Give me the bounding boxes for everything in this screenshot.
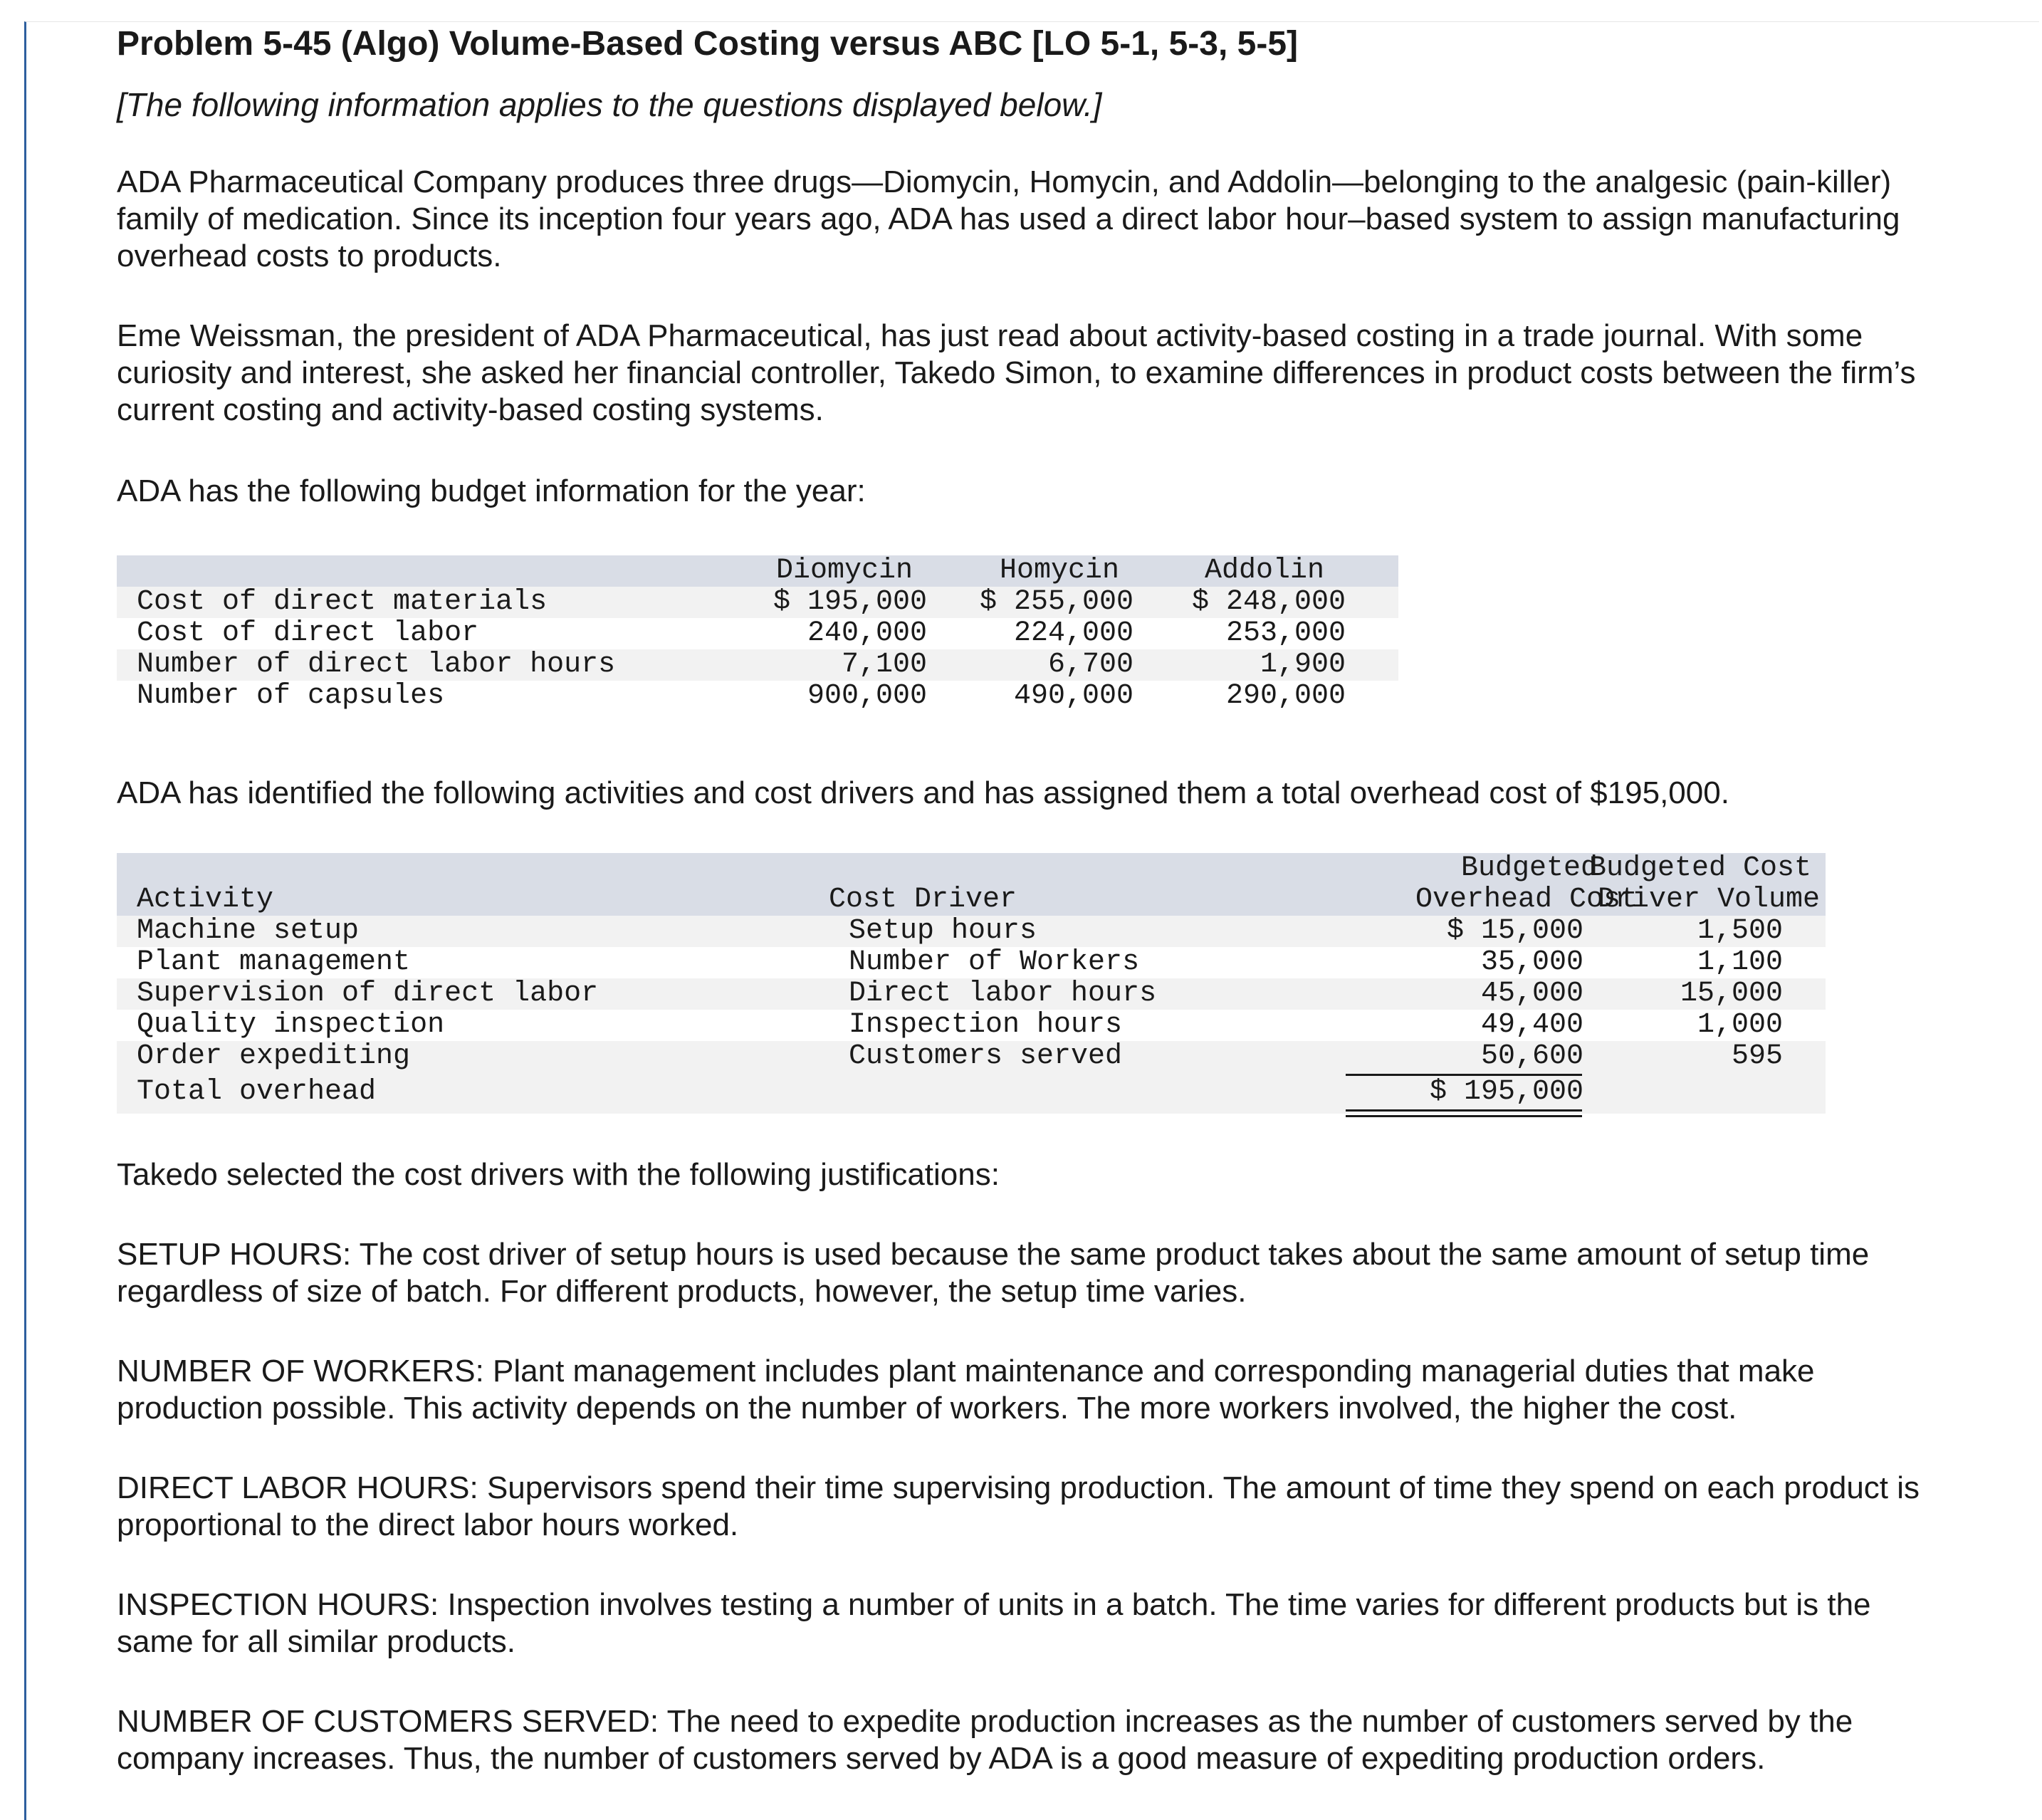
- header-budgeted-cost: Budgeted Cost: [1588, 852, 1811, 884]
- total-row: [117, 1077, 1826, 1108]
- overhead-cost: 49,400: [1480, 1009, 1583, 1041]
- header-addolin: Addolin: [1204, 555, 1324, 587]
- budget-value: 490,000: [1013, 680, 1133, 712]
- budget-row-label: Number of capsules: [137, 680, 445, 712]
- cost-driver: Customers served: [849, 1040, 1123, 1072]
- budget-intro: ADA has the following budget information for the year:: [117, 474, 866, 508]
- activity-name: Machine setup: [137, 915, 360, 947]
- total-double-rule-top: [1346, 1109, 1582, 1112]
- budget-row-label: Cost of direct labor: [137, 617, 479, 649]
- activity-row: [117, 1041, 1826, 1072]
- budget-value: 290,000: [1225, 680, 1346, 712]
- budget-value: 1,900: [1260, 649, 1346, 681]
- context-note: [The following information applies to the questions displayed below.]: [117, 86, 1102, 123]
- budget-row: [117, 681, 1398, 712]
- problem-title: Problem 5-45 (Algo) Volume-Based Costing versus ABC [LO 5-1, 5-3, 5-5]: [117, 25, 1298, 63]
- number-of-workers-justification: NUMBER OF WORKERS: Plant management includes plant maintenance and corresponding managerial duties that make production possible. This activity depends on the number of workers. The more workers involved, the higher the cost.: [117, 1354, 1815, 1426]
- driver-volume: 595: [1731, 1040, 1783, 1072]
- budget-value: 240,000: [807, 617, 927, 649]
- header-budgeted: Budgeted: [1460, 852, 1598, 884]
- budget-row: [117, 618, 1398, 649]
- activity-name: Quality inspection: [137, 1009, 445, 1041]
- activity-name: Plant management: [137, 946, 411, 978]
- activity-header-row-2: [117, 884, 1826, 916]
- overhead-cost: $ 15,000: [1446, 915, 1583, 947]
- driver-volume: 15,000: [1680, 978, 1783, 1010]
- budget-row-label: Number of direct labor hours: [137, 649, 616, 681]
- budget-value: 7,100: [841, 649, 927, 681]
- budget-value: 6,700: [1047, 649, 1133, 681]
- header-activity: Activity: [137, 884, 274, 916]
- total-double-rule-bottom: [1346, 1115, 1582, 1117]
- activity-row: [117, 978, 1826, 1010]
- budget-table: [117, 555, 1398, 712]
- budget-header-row: [117, 555, 1398, 587]
- budget-value: 253,000: [1225, 617, 1346, 649]
- header-overhead-cost: Overhead Cost: [1415, 884, 1638, 916]
- header-cost-driver: Cost Driver: [829, 884, 1017, 916]
- budget-value: $ 195,000: [773, 586, 927, 618]
- cost-driver: Number of Workers: [849, 946, 1140, 978]
- activity-name: Order expediting: [137, 1040, 411, 1072]
- cost-driver: Direct labor hours: [849, 978, 1157, 1010]
- activity-row: [117, 947, 1826, 978]
- direct-labor-hours-justification: DIRECT LABOR HOURS: Supervisors spend their time supervising production. The amount of time they spend on each product is proportional to the direct labor hours worked.: [117, 1470, 1920, 1542]
- activity-name: Supervision of direct labor: [137, 978, 599, 1010]
- total-cost: $ 195,000: [1429, 1076, 1583, 1108]
- budget-value: 900,000: [807, 680, 927, 712]
- budget-value: $ 255,000: [979, 586, 1133, 618]
- budget-value: 224,000: [1013, 617, 1133, 649]
- budget-row: [117, 587, 1398, 618]
- intro-paragraph: ADA Pharmaceutical Company produces three drugs—Diomycin, Homycin, and Addolin—belonging to the analgesic (pain-killer) family of medication. Since its inception four years ago, ADA has used a direct labor hour–based system to assign manufacturing overhead costs to products.: [117, 164, 1900, 273]
- driver-volume: 1,500: [1697, 915, 1783, 947]
- justifications-intro: Takedo selected the cost drivers with the following justifications:: [117, 1157, 1000, 1192]
- activities-intro: ADA has identified the following activities and cost drivers and has assigned them a total overhead cost of $195,000.: [117, 775, 1729, 810]
- activity-row: [117, 1010, 1826, 1041]
- setup-hours-justification: SETUP HOURS: The cost driver of setup hours is used because the same product takes about the same amount of setup time regardless of size of batch. For different products, however, the setup time varies.: [117, 1237, 1870, 1309]
- overhead-cost: 35,000: [1480, 946, 1583, 978]
- driver-volume: 1,100: [1697, 946, 1783, 978]
- cost-driver: Inspection hours: [849, 1009, 1123, 1041]
- header-diomycin: Diomycin: [775, 555, 913, 587]
- budget-value: $ 248,000: [1191, 586, 1346, 618]
- budget-row: [117, 649, 1398, 681]
- inspection-hours-justification: INSPECTION HOURS: Inspection involves testing a number of units in a batch. The time varies for different products but is the same for all similar products.: [117, 1587, 1871, 1659]
- overhead-cost: 50,600: [1480, 1040, 1583, 1072]
- overhead-cost: 45,000: [1480, 978, 1583, 1010]
- budget-row-label: Cost of direct materials: [137, 586, 548, 618]
- cost-driver: Setup hours: [849, 915, 1037, 947]
- activity-row: [117, 916, 1826, 947]
- customers-served-justification: NUMBER OF CUSTOMERS SERVED: The need to expedite production increases as the number of customers served by the company increases. Thus, the number of customers served by ADA is a good measure of expediting production orders.: [117, 1704, 1853, 1776]
- activity-header-row-1: [117, 853, 1826, 884]
- president-paragraph: Eme Weissman, the president of ADA Pharmaceutical, has just read about activity-based costing in a trade journal. With some curiosity and interest, she asked her financial controller, Takedo Simon, to examine differences in product costs between the firm’s current costing and activity-based costing systems.: [117, 318, 1916, 427]
- activity-table: [117, 853, 1826, 1124]
- header-driver-volume: Driver Volume: [1598, 884, 1821, 916]
- header-homycin: Homycin: [999, 555, 1119, 587]
- total-label: Total overhead: [137, 1076, 377, 1108]
- driver-volume: 1,000: [1697, 1009, 1783, 1041]
